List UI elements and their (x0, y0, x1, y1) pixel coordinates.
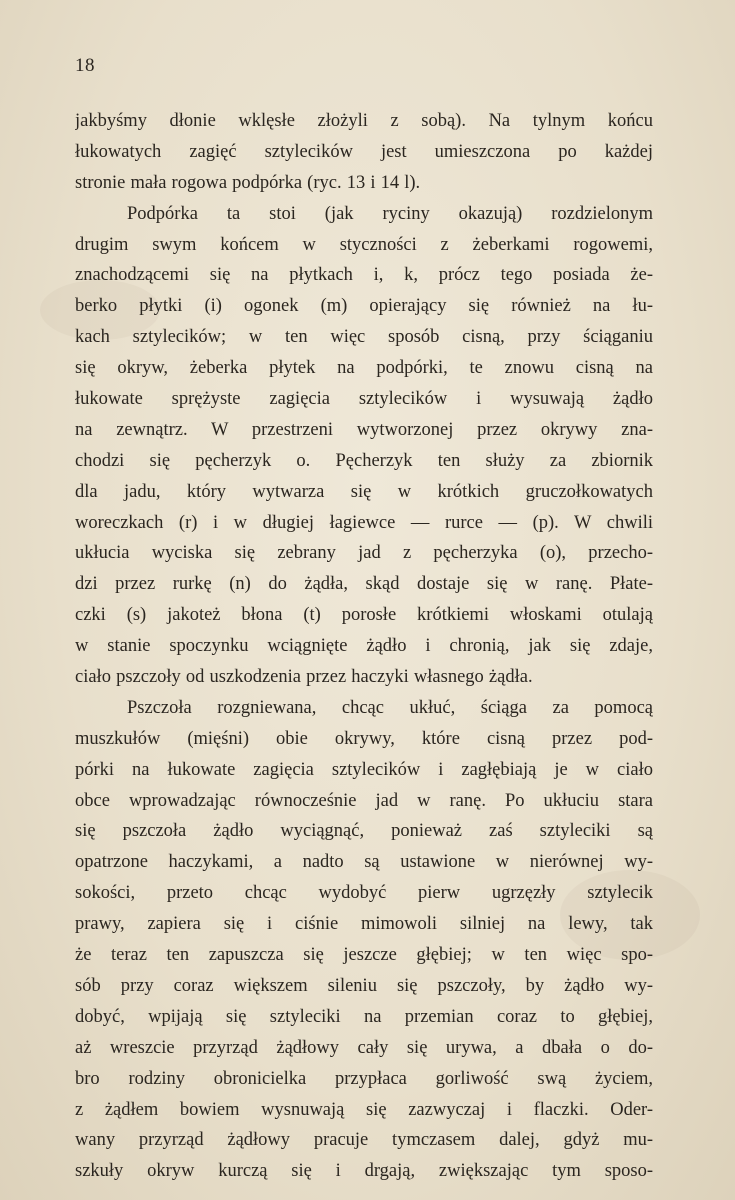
text-line: się okryw, żeberka płytek na podpórki, te znowu cisną na (75, 358, 653, 379)
text-line: dobyć, wpijają się sztyleciki na przemian coraz to głębiej, (75, 1006, 653, 1027)
text-line: opatrzone haczykami, a nadto są ustawione w nierównej wy- (75, 852, 653, 873)
text-line: drugim swym końcem w styczności z żeberkami rogowemi, (75, 234, 653, 255)
text-line: szkuły okryw kurczą się i drgają, zwiększając tym sposo- (75, 1161, 653, 1182)
text-line: Podpórka ta stoi (jak ryciny okazują) rozdzielonym (127, 203, 653, 224)
text-line: się pszczoła żądło wyciągnąć, ponieważ zaś sztyleciki są (75, 821, 653, 842)
text-line: chodzi się pęcherzyk o. Pęcherzyk ten służy za zbiornik (75, 450, 653, 471)
text-line: berko płytki (i) ogonek (m) opierający się również na łu- (75, 296, 653, 317)
text-line: jakbyśmy dłonie wklęsłe złożyli z sobą). Na tylnym końcu (75, 111, 653, 131)
text-line: dla jadu, który wytwarza się w krótkich gruczołkowatych (75, 481, 653, 502)
text-line: muszkułów (mięśni) obie okrywy, które cisną przez pod- (75, 728, 653, 749)
body-text (75, 106, 653, 1187)
text-line: Pszczoła rozgniewana, chcąc ukłuć, ściąga za pomocą (127, 697, 653, 718)
text-line: obce wprowadzając równocześnie jad w ranę. Po ukłuciu stara (75, 790, 653, 811)
text-line: ukłucia wyciska się zebrany jad z pęcherzyka (o), przecho- (75, 543, 653, 564)
text-line: pórki na łukowate zagięcia sztylecików i zagłębiają je w ciało (75, 759, 653, 780)
text-line: kach sztylecików; w ten więc sposób cisną, przy ściąganiu (75, 327, 653, 348)
text-line: z żądłem bowiem wysnuwają się zazwyczaj i flaczki. Oder- (75, 1099, 653, 1120)
text-line: woreczkach (r) i w długiej łagiewce — rurce — (p). W chwili (75, 512, 653, 533)
text-line: wany przyrząd żądłowy pracuje tymczasem dalej, gdyż mu- (75, 1130, 653, 1151)
text-line: łukowatych zagięć sztylecików jest umieszczona po każdej (75, 141, 653, 162)
text-line: sób przy coraz większem sileniu się pszczoły, by żądło wy- (75, 975, 653, 996)
page-number: 18 (75, 55, 95, 76)
text-line: znachodzącemi się na płytkach i, k, prócz tego posiada że- (75, 265, 653, 286)
text-line: na zewnątrz. W przestrzeni wytworzonej przez okrywy zna- (75, 419, 653, 440)
text-line: czki (s) jakoteż błona (t) porosłe krótkiemi włoskami otulają (75, 605, 653, 626)
text-line: dzi przez rurkę (n) do żądła, skąd dostaje się w ranę. Płate- (75, 574, 653, 595)
text-line: aż wreszcie przyrząd żądłowy cały się urywa, a dbała o do- (75, 1037, 653, 1058)
text-line: sokości, przeto chcąc wydobyć pierw ugrzęzły sztylecik (75, 883, 653, 904)
text-line: bro rodziny obronicielka przypłaca gorliwość swą życiem, (75, 1068, 653, 1089)
text-line: łukowate sprężyste zagięcia sztylecików i wysuwają żądło (75, 389, 653, 410)
text-line: że teraz ten zapuszcza się jeszcze głębiej; w ten więc spo- (75, 945, 653, 966)
text-line: w stanie spoczynku wciągnięte żądło i chronią, jak się zdaje, (75, 636, 653, 657)
text-line: prawy, zapiera się i ciśnie mimowoli silniej na lewy, tak (75, 914, 653, 935)
text-line: stronie mała rogowa podpórka (ryc. 13 i 14 l). (75, 172, 421, 193)
text-line: ciało pszczoły od uszkodzenia przez haczyki własnego żądła. (75, 667, 533, 688)
